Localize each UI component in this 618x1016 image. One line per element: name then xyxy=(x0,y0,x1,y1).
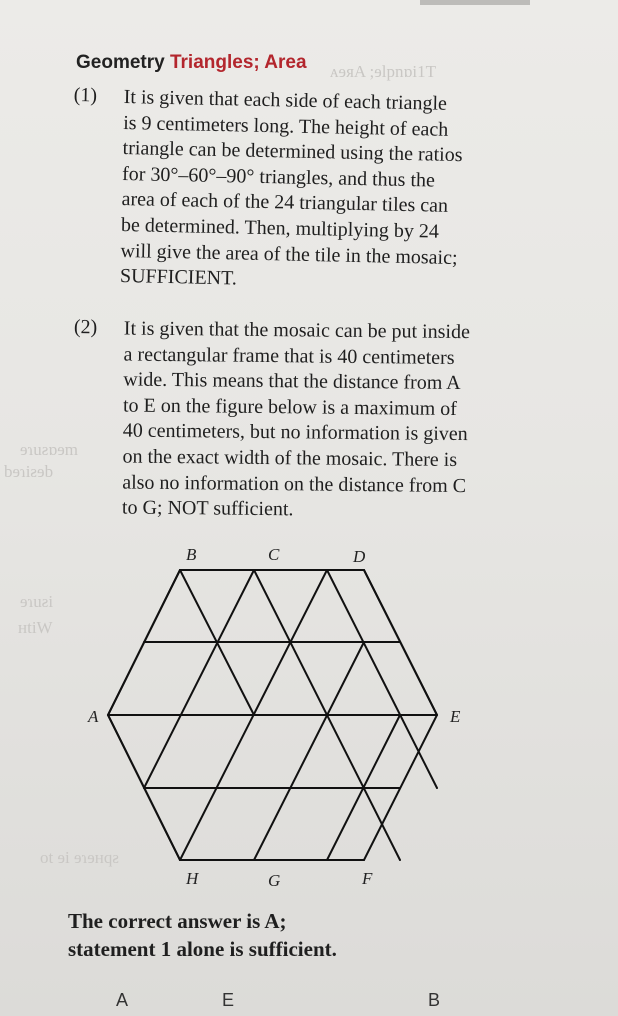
statement-number: (2) xyxy=(73,316,98,339)
text-line: to E on the figure below is a maximum of xyxy=(122,394,457,420)
bleed-through-text: ʜtiW xyxy=(18,618,53,637)
answer-block xyxy=(68,907,337,963)
mosaic-edge xyxy=(144,570,254,788)
text-line: also no information on the distance from C xyxy=(122,471,467,497)
vertex-label-h: H xyxy=(186,869,199,888)
mosaic-edge xyxy=(254,642,364,860)
text-line: area of each of the 24 triangular tiles can xyxy=(121,188,449,218)
bottom-label-b: B xyxy=(428,990,441,1010)
answer-line: The correct answer is A; xyxy=(68,909,287,933)
mosaic-edge xyxy=(327,570,437,788)
vertex-label-g: G xyxy=(268,871,281,890)
bleed-through-text: ot ɘi ɘɿɘʜqƨ xyxy=(40,848,119,867)
text-line: wide. This means that the distance from A xyxy=(123,368,461,395)
statement-number: (1) xyxy=(73,84,98,107)
bottom-label-e: E xyxy=(222,990,235,1010)
bleed-through-text: bɘɿiƨɘb xyxy=(4,462,54,481)
topic-label: Triangles; Area xyxy=(169,52,307,73)
vertex-label-c: C xyxy=(268,545,280,564)
text-line: triangle can be determined using the ratios xyxy=(122,137,463,167)
bleed-through-text: ɘɿuƨi xyxy=(20,592,54,611)
text-line: It is given that the mosaic can be put inside xyxy=(123,317,470,344)
text-line: to G; NOT sufficient. xyxy=(121,496,294,521)
vertex-label-a: A xyxy=(88,707,99,726)
text-line: be determined. Then, multiplying by 24 xyxy=(120,213,440,243)
text-line: is 9 centimeters long. The height of each xyxy=(122,111,449,141)
subject-label: Geometry xyxy=(76,52,165,73)
bottom-label-a: A xyxy=(116,990,129,1010)
bleed-through-text: ᴀɘᴙA ;ɘlpnɒi1T xyxy=(330,62,436,81)
text-line: a rectangular frame that is 40 centimeters xyxy=(123,343,455,369)
text-line: 40 centimeters, but no information is given xyxy=(122,419,468,446)
text-line: on the exact width of the mosaic. There is xyxy=(122,445,458,471)
vertex-label-f: F xyxy=(362,869,373,888)
text-line: will give the area of the tile in the mosaic; xyxy=(120,239,458,269)
text-line: for 30°–60°–90° triangles, and thus the xyxy=(121,162,436,192)
vertex-label-b: B xyxy=(186,545,197,564)
vertex-label-d: D xyxy=(353,547,366,566)
bleed-through-text: ɘɿuƨɒɘm xyxy=(20,440,78,459)
vertex-label-e: E xyxy=(450,707,461,726)
text-line: SUFFICIENT. xyxy=(119,265,238,290)
text-line: It is given that each side of each triangle xyxy=(123,86,448,115)
answer-line: statement 1 alone is sufficient. xyxy=(68,937,337,961)
